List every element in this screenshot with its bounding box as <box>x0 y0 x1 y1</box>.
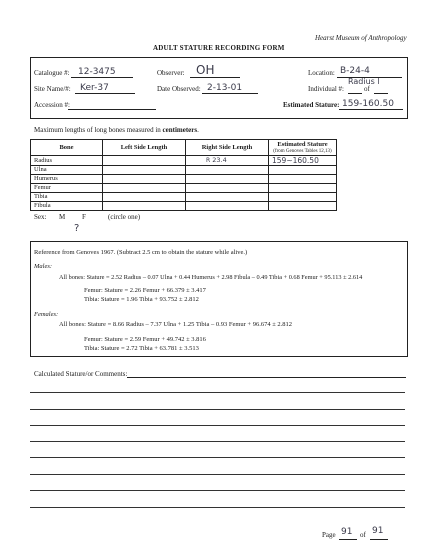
location-note: Radius l <box>348 77 380 86</box>
sex-handwritten: ? <box>74 223 80 234</box>
individual-field[interactable] <box>348 93 362 94</box>
comment-line[interactable] <box>30 425 405 426</box>
females-tibia-formula: Tibia: Stature = 2.72 Tibia + 63.781 ± 3.513 <box>84 345 199 352</box>
comment-line[interactable] <box>30 490 405 491</box>
comment-line[interactable] <box>30 507 405 508</box>
stature-cell[interactable] <box>269 202 337 211</box>
comment-line[interactable] <box>30 457 405 458</box>
site-value: Ker-37 <box>80 83 109 93</box>
page-total-field[interactable] <box>370 539 388 540</box>
right-length-cell[interactable] <box>186 193 269 202</box>
stature-value: 159-160.50 <box>342 99 394 109</box>
accession-field[interactable] <box>68 109 156 110</box>
table-row <box>31 175 337 184</box>
page-label: Page <box>322 531 336 539</box>
males-femur-formula: Femur: Stature = 2.26 Femur + 66.379 ± 3.417 <box>84 287 206 294</box>
museum-name: Hearst Museum of Anthropology <box>315 34 407 42</box>
page-field[interactable] <box>339 539 357 540</box>
left-length-cell[interactable] <box>103 202 186 211</box>
right-length-cell[interactable] <box>186 202 269 211</box>
males-label: Males: <box>34 263 53 270</box>
right-length-cell[interactable]: R 23.4 <box>186 156 269 166</box>
bone-name: Radius <box>31 156 103 166</box>
sex-label: Sex: <box>34 213 47 221</box>
header-bone: Bone <box>31 140 103 156</box>
stature-cell[interactable] <box>269 166 337 175</box>
left-length-cell[interactable] <box>103 156 186 166</box>
right-length-cell[interactable] <box>186 175 269 184</box>
date-field[interactable] <box>202 93 258 94</box>
observer-field[interactable] <box>190 77 240 78</box>
comments-label: Calculated Stature/or Comments: <box>34 370 128 378</box>
bone-name: Fibula <box>31 202 103 211</box>
observer-label: Observer: <box>157 69 185 77</box>
comment-line[interactable] <box>30 441 405 442</box>
page-of-label: of <box>360 531 366 539</box>
form-title: ADULT STATURE RECORDING FORM <box>153 44 285 52</box>
header-left: Left Side Length <box>103 140 186 156</box>
site-label: Site Name/#: <box>34 85 71 93</box>
catalogue-label: Catalogue #: <box>34 69 70 77</box>
page-total-value: 91 <box>372 526 384 536</box>
reference-intro: Reference from Genoves 1967. (Subtract 2.5 cm to obtain the stature while alive.) <box>34 249 248 256</box>
bone-name: Ulna <box>31 166 103 175</box>
table-row <box>31 166 337 175</box>
bone-name: Tibia <box>31 193 103 202</box>
date-label: Date Observed: <box>157 85 201 93</box>
comment-line[interactable] <box>30 474 405 475</box>
females-femur-formula: Femur: Stature = 2.59 Femur + 49.742 ± 3.816 <box>84 336 206 343</box>
right-length-cell[interactable] <box>186 184 269 193</box>
max-lengths-note: Maximum lengths of long bones measured in centimeters. <box>34 126 199 134</box>
sex-option-f[interactable]: F <box>82 213 86 221</box>
females-all-formula: All bones: Stature = 8.66 Radius – 7.37 Ulna + 1.25 Tibia – 0.93 Femur + 96.674 ± 2.812 <box>59 321 293 328</box>
catalogue-value: 12-3475 <box>78 67 116 77</box>
sex-note: (circle one) <box>108 213 141 221</box>
page-value: 91 <box>341 527 353 537</box>
stature-cell[interactable] <box>269 193 337 202</box>
site-field[interactable] <box>75 93 135 94</box>
catalogue-field[interactable] <box>71 77 133 78</box>
location-value: B-24-4 <box>340 66 370 76</box>
stature-cell[interactable]: 159~160.50 <box>269 156 337 166</box>
comments-field[interactable] <box>127 377 406 378</box>
header-right: Right Side Length <box>186 140 269 156</box>
left-length-cell[interactable] <box>103 175 186 184</box>
males-all-formula: All bones: Stature = 2.52 Radius – 0.07 Ulna + 0.44 Humerus + 2.98 Fibula – 0.49 Tibia + 0.68 Femur + 95.113 ± 2.614 <box>59 274 363 281</box>
stature-cell[interactable] <box>269 175 337 184</box>
table-row <box>31 193 337 202</box>
left-length-cell[interactable] <box>103 184 186 193</box>
males-tibia-formula: Tibia: Stature = 1.96 Tibia + 93.752 ± 2.812 <box>84 296 199 303</box>
individual-total-field[interactable] <box>374 93 388 94</box>
comment-line[interactable] <box>30 392 405 393</box>
header-stature: Estimated Stature (from Genoves Tables 12,13) <box>269 140 337 156</box>
sex-option-m[interactable]: M <box>59 213 66 221</box>
observer-value: OH <box>196 63 215 77</box>
table-row <box>31 202 337 211</box>
stature-field[interactable] <box>339 109 403 110</box>
individual-of-label: of <box>364 85 370 93</box>
females-label: Females: <box>34 311 59 318</box>
left-length-cell[interactable] <box>103 193 186 202</box>
stature-cell[interactable] <box>269 184 337 193</box>
accession-label: Accession #: <box>34 101 70 109</box>
bone-name: Humerus <box>31 175 103 184</box>
bone-name: Femur <box>31 184 103 193</box>
stature-label: Estimated Stature: <box>283 101 340 109</box>
individual-label: Individual #: <box>308 85 344 93</box>
table-row <box>31 156 337 166</box>
bone-length-table <box>30 139 337 211</box>
comment-line[interactable] <box>30 409 405 410</box>
date-value: 2-13-01 <box>207 83 243 93</box>
left-length-cell[interactable] <box>103 166 186 175</box>
location-label: Location: <box>308 69 335 77</box>
table-row <box>31 184 337 193</box>
right-length-cell[interactable] <box>186 166 269 175</box>
